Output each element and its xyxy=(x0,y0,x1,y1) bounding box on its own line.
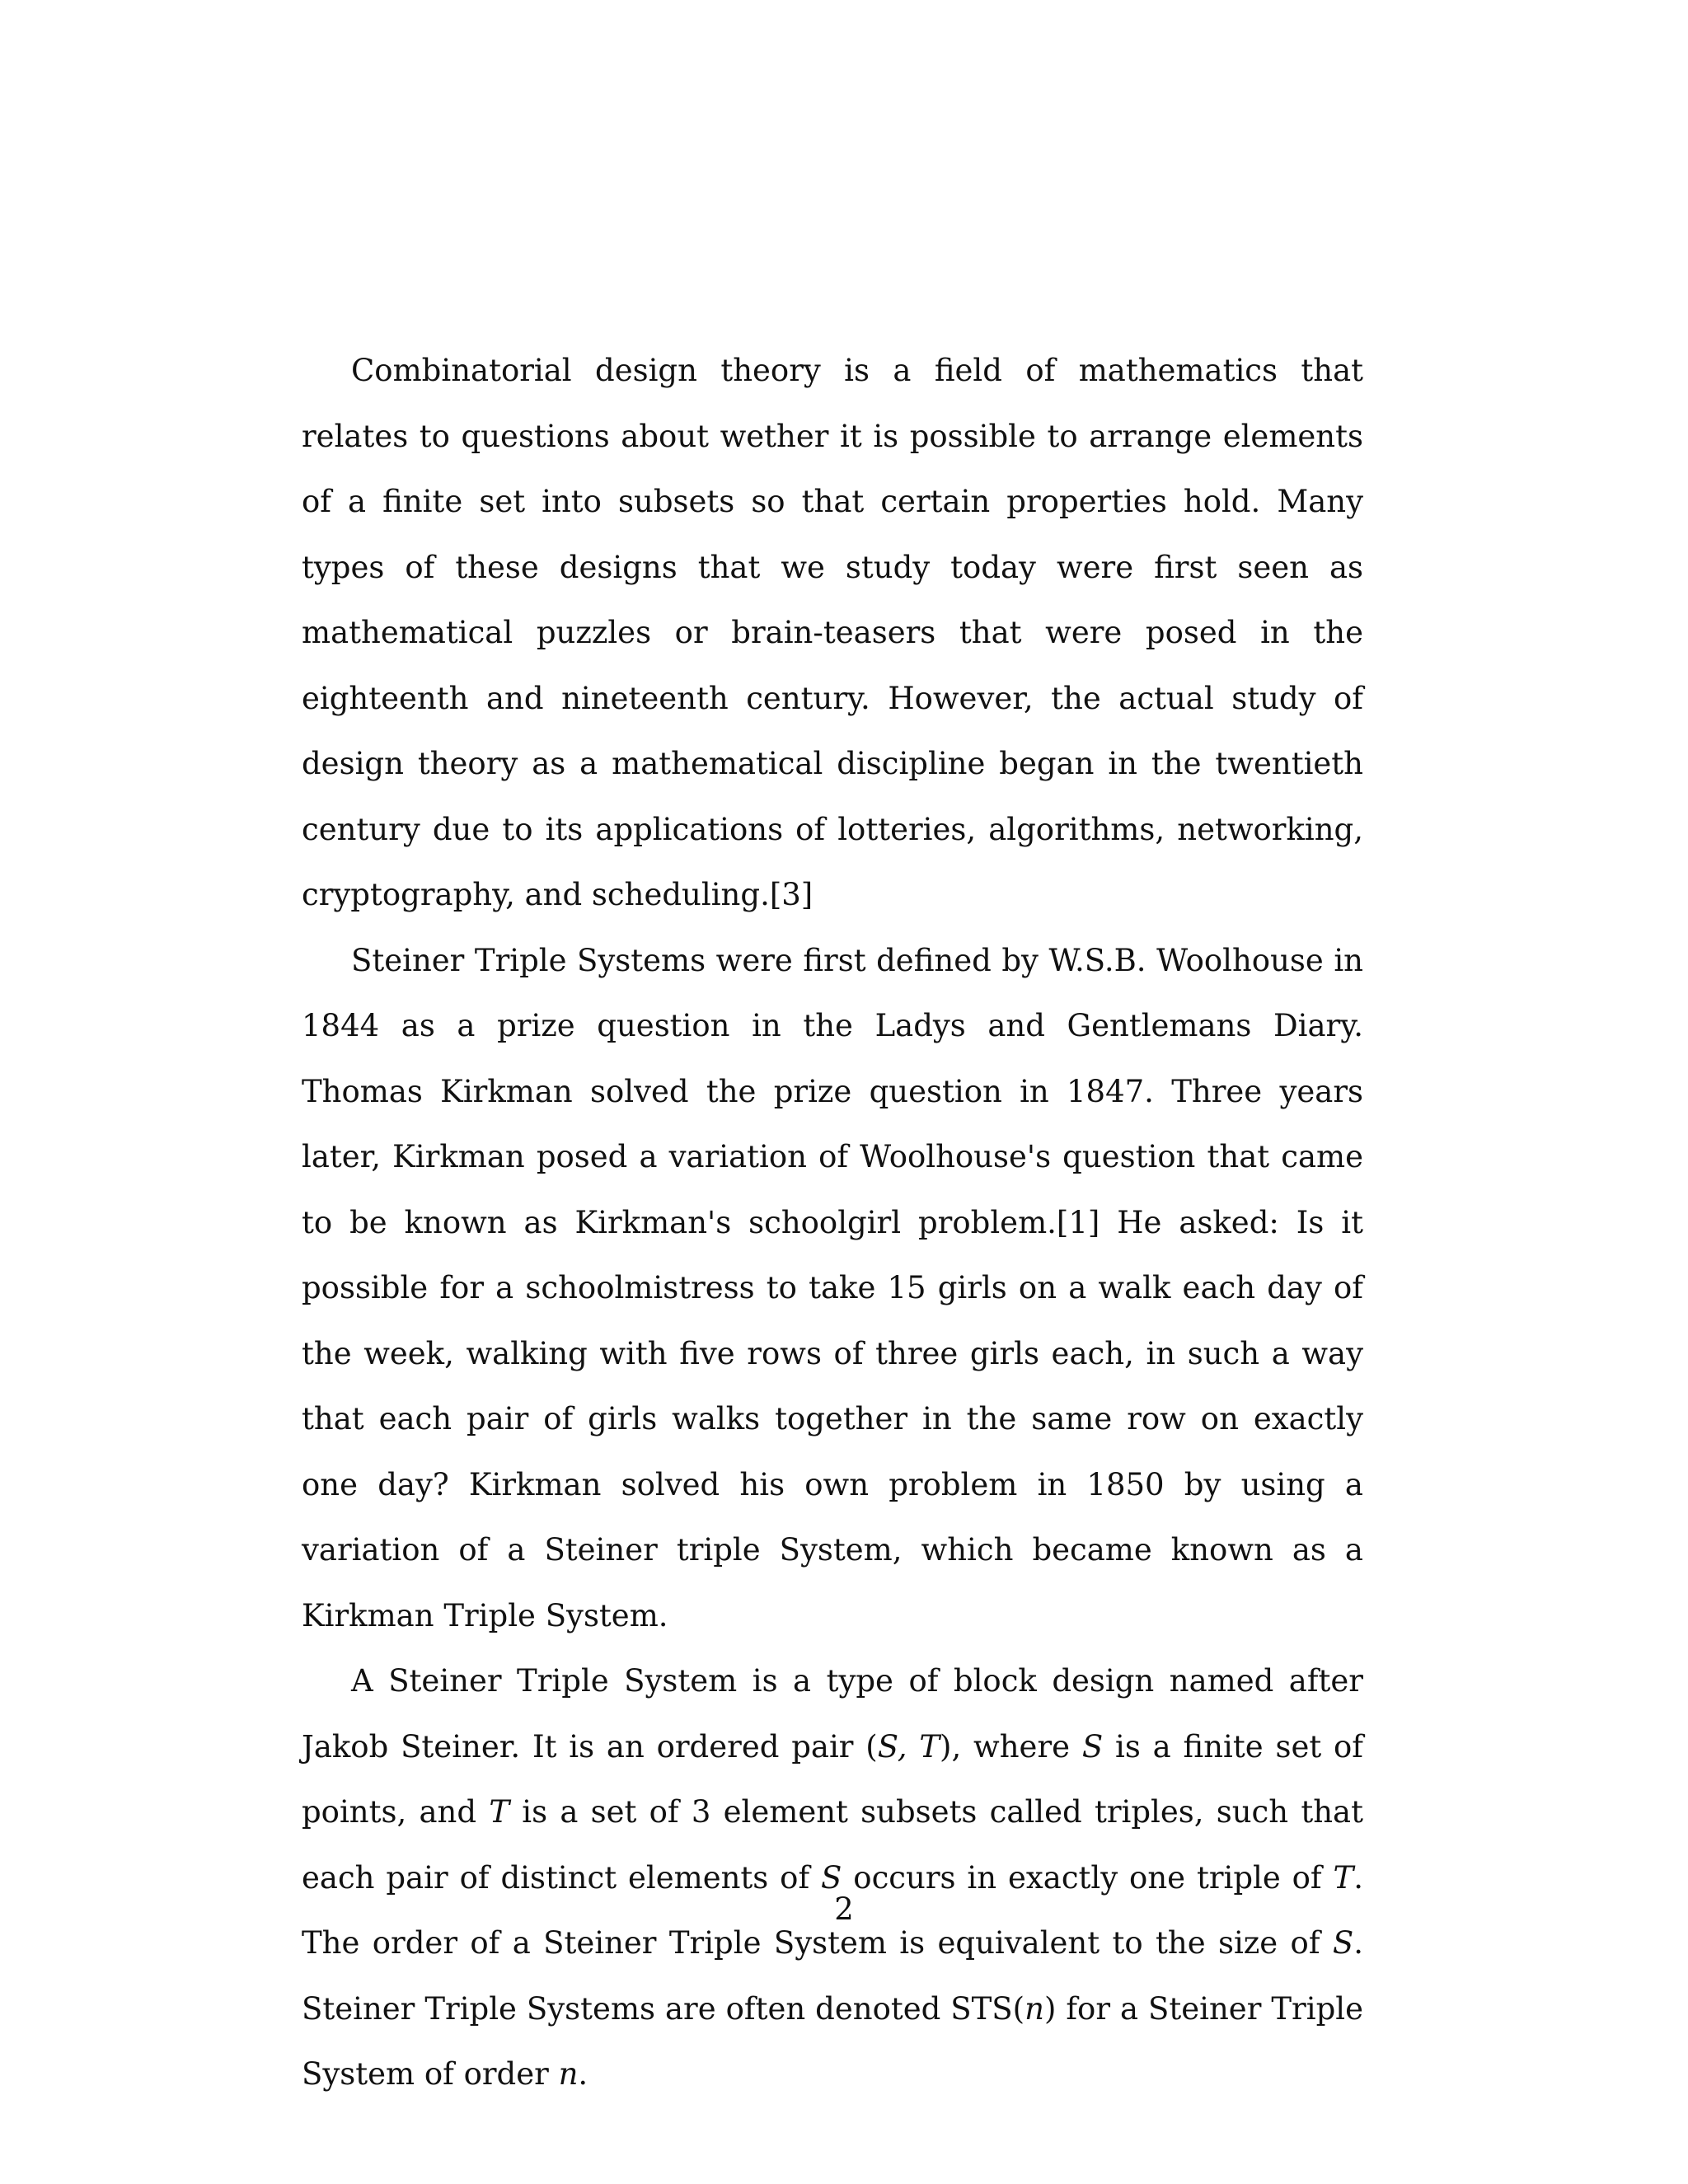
text-run: . The order of a Steiner Triple System is equivalent to the size of xyxy=(302,1859,1363,1961)
paragraph-intro xyxy=(302,338,1363,928)
text-run: occurs in exactly one triple of xyxy=(842,1859,1334,1896)
paragraph-definition xyxy=(302,1648,1363,2107)
text-run: ), where xyxy=(940,1728,1082,1765)
text-run: Combinatorial design theory is a field of mathematics that relates to questions about wether it is possible to arrange elements of a finite set into subsets so that certain properties hold. Many types of these designs that we study today were first seen as mathematical puzzles or brain-teasers that were posed in the eighteenth and nineteenth century. However, the actual study of design theory as a mathematical discipline began in the twentieth century due to its applications of lotteries, algorithms, networking, cryptography, and scheduling.[3] xyxy=(302,353,1363,912)
math-variable: n xyxy=(558,2056,579,2092)
text-run: A Steiner Triple System is a type of block design named after Jakob Steiner. It is an ordered pair ( xyxy=(302,1663,1363,1765)
text-run: . xyxy=(578,2056,588,2092)
text-run: is a finite set of points, and xyxy=(302,1728,1364,1830)
math-variable: T xyxy=(1333,1859,1354,1896)
math-variable: T xyxy=(489,1794,509,1830)
text-run: is a set of 3 element subsets called triples, such that each pair of distinct elements of xyxy=(302,1794,1363,1896)
math-variable: S xyxy=(1081,1728,1104,1765)
math-variable: S, T xyxy=(877,1728,940,1765)
math-variable: S xyxy=(821,1859,842,1896)
math-variable: S xyxy=(1332,1925,1354,1961)
text-run: Steiner Triple Systems were first defined by W.S.B. Woolhouse in 1844 as a prize question in the Ladys and Gentlemans Diary. Thomas Kirkman solved the prize question in 1847. Three years later, Kirkman posed a variation of Woolhouse's question that came to be known as Kirkman's schoolgirl problem.[1] He asked: Is it possible for a schoolmistress to take 15 girls on a walk each day of the week, walking with five rows of three girls each, in such a way that each pair of girls walks together in the same row on exactly one day? Kirkman solved his own problem in 1850 by using a variation of a Steiner triple System, which became known as a Kirkman Triple System. xyxy=(302,942,1363,1633)
math-variable: n xyxy=(1025,1990,1044,2027)
text-run: . Steiner Triple Systems are often denoted STS( xyxy=(302,1925,1363,2027)
page-number: 2 xyxy=(834,1891,854,1927)
paragraph-history xyxy=(302,928,1363,1649)
text-run: ) for a Steiner Triple System of order xyxy=(302,1990,1363,2092)
body-text xyxy=(302,338,1363,2107)
